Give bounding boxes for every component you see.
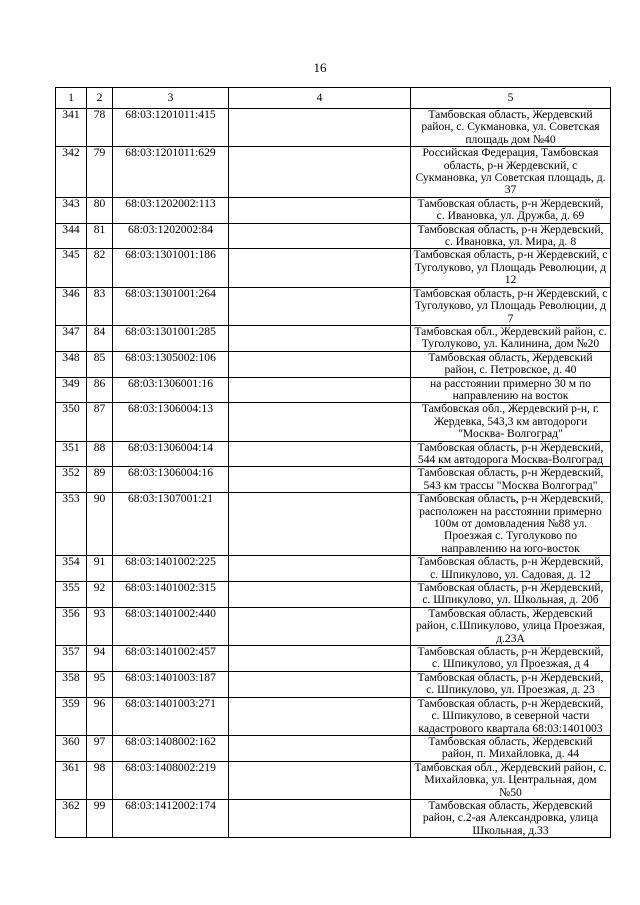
empty-cell [229, 799, 411, 837]
table-row [56, 325, 611, 351]
empty-cell [229, 377, 411, 403]
table-row [56, 249, 611, 287]
address-cell: Тамбовская обл., Жердевский р-н, г. Жердевка, 543,3 км автодороги "Москва- Волгоград" [411, 403, 611, 441]
row-number-cell: 341 [56, 109, 87, 147]
row-number-cell: 349 [56, 377, 87, 403]
empty-cell [229, 761, 411, 799]
row-sub-number-cell: 81 [87, 223, 113, 249]
cadastral-number-cell: 68:03:1301001:285 [113, 325, 229, 351]
row-number-cell: 353 [56, 493, 87, 556]
address-cell: Тамбовская область, Жердевский район, п. Михайловка, д. 44 [411, 735, 611, 761]
address-cell: Тамбовская область, р-н Жердевский, с. Шпикулово, ул. Садовая, д. 12 [411, 556, 611, 582]
row-sub-number-cell: 90 [87, 493, 113, 556]
row-number-cell: 362 [56, 799, 87, 837]
table-row [56, 799, 611, 837]
row-sub-number-cell: 99 [87, 799, 113, 837]
row-number-cell: 354 [56, 556, 87, 582]
address-cell: Тамбовская область, Жердевский район, с. Сукмановка, ул. Советская площадь дом №40 [411, 109, 611, 147]
row-number-cell: 361 [56, 761, 87, 799]
row-sub-number-cell: 92 [87, 582, 113, 608]
table-row [56, 441, 611, 467]
cadastral-number-cell: 68:03:1401003:187 [113, 671, 229, 697]
empty-cell [229, 109, 411, 147]
table-row [56, 467, 611, 493]
row-sub-number-cell: 85 [87, 351, 113, 377]
row-number-cell: 352 [56, 467, 87, 493]
row-number-cell: 343 [56, 197, 87, 223]
row-sub-number-cell: 98 [87, 761, 113, 799]
empty-cell [229, 556, 411, 582]
row-number-cell: 342 [56, 147, 87, 198]
address-cell: Тамбовская область, Жердевский район, с.Шпикулово, улица Проезжая, д.23А [411, 607, 611, 645]
empty-cell [229, 646, 411, 672]
row-sub-number-cell: 84 [87, 325, 113, 351]
table-row [56, 351, 611, 377]
table-row [56, 697, 611, 735]
cadastral-number-cell: 68:03:1202002:84 [113, 223, 229, 249]
address-cell: Тамбовская обл., Жердевский район, с. Туголуково, ул. Калинина, дом №20 [411, 325, 611, 351]
empty-cell [229, 467, 411, 493]
empty-cell [229, 493, 411, 556]
header-col-4: 4 [229, 88, 411, 109]
table-row [56, 607, 611, 645]
row-number-cell: 350 [56, 403, 87, 441]
address-cell: Тамбовская область, р-н Жердевский, с. Шпикулово, ул Проезжая, д 4 [411, 646, 611, 672]
empty-cell [229, 403, 411, 441]
row-sub-number-cell: 80 [87, 197, 113, 223]
address-cell: Тамбовская область, р-н Жердевский, 544 км автодорога Москва-Волгоград [411, 441, 611, 467]
row-number-cell: 357 [56, 646, 87, 672]
table-row [56, 735, 611, 761]
empty-cell [229, 147, 411, 198]
table-row [56, 147, 611, 198]
row-sub-number-cell: 93 [87, 607, 113, 645]
row-sub-number-cell: 89 [87, 467, 113, 493]
cadastral-number-cell: 68:03:1401003:271 [113, 697, 229, 735]
row-sub-number-cell: 91 [87, 556, 113, 582]
address-cell: Тамбовская область, Жердевский район, с.2-ая Александровка, улица Школьная, д.33 [411, 799, 611, 837]
address-cell: Тамбовская область, р-н Жердевский, с. Шпикулово, в северной части кадастрового квартала 68:03:1401003 [411, 697, 611, 735]
row-sub-number-cell: 94 [87, 646, 113, 672]
cadastral-number-cell: 68:03:1306004:16 [113, 467, 229, 493]
table-row [56, 671, 611, 697]
cadastral-number-cell: 68:03:1408002:162 [113, 735, 229, 761]
row-number-cell: 346 [56, 287, 87, 325]
address-cell: Тамбовская область, р-н Жердевский, с Туголуково, ул Площадь Революции, д 7 [411, 287, 611, 325]
row-sub-number-cell: 78 [87, 109, 113, 147]
row-number-cell: 359 [56, 697, 87, 735]
address-cell: Тамбовская область, Жердевский район, с. Петровское, д. 40 [411, 351, 611, 377]
row-number-cell: 351 [56, 441, 87, 467]
cadastral-number-cell: 68:03:1201011:629 [113, 147, 229, 198]
header-col-2: 2 [87, 88, 113, 109]
address-cell: Тамбовская область, р-н Жердевский, 543 км трассы "Москва Волгоград" [411, 467, 611, 493]
empty-cell [229, 351, 411, 377]
cadastral-number-cell: 68:03:1412002:174 [113, 799, 229, 837]
cadastral-number-cell: 68:03:1301001:186 [113, 249, 229, 287]
cadastral-number-cell: 68:03:1401002:440 [113, 607, 229, 645]
empty-cell [229, 441, 411, 467]
empty-cell [229, 671, 411, 697]
address-cell: Тамбовская область, р-н Жердевский, с. Ивановка, ул. Дружба, д. 69 [411, 197, 611, 223]
empty-cell [229, 197, 411, 223]
cadastral-number-cell: 68:03:1305002:106 [113, 351, 229, 377]
row-sub-number-cell: 88 [87, 441, 113, 467]
address-cell: Тамбовская область, р-н Жердевский, с. Шпикулово, ул. Проезжая, д. 23 [411, 671, 611, 697]
address-cell: Тамбовская обл., Жердевский район, с. Михайловка, ул. Центральная, дом №50 [411, 761, 611, 799]
row-sub-number-cell: 87 [87, 403, 113, 441]
table-row [56, 556, 611, 582]
address-cell: Тамбовская область, р-н Жердевский, расположен на расстоянии примерно 100м от домовладения №88 ул. Проезжая с. Туголуково по направлению на юго-восток [411, 493, 611, 556]
cadastral-number-cell: 68:03:1306004:14 [113, 441, 229, 467]
table-row [56, 197, 611, 223]
cadastral-number-cell: 68:03:1201011:415 [113, 109, 229, 147]
table-row [56, 646, 611, 672]
table-body [56, 109, 611, 838]
row-sub-number-cell: 79 [87, 147, 113, 198]
empty-cell [229, 223, 411, 249]
row-sub-number-cell: 96 [87, 697, 113, 735]
row-sub-number-cell: 83 [87, 287, 113, 325]
row-number-cell: 345 [56, 249, 87, 287]
cadastral-number-cell: 68:03:1401002:315 [113, 582, 229, 608]
empty-cell [229, 287, 411, 325]
row-number-cell: 356 [56, 607, 87, 645]
row-number-cell: 355 [56, 582, 87, 608]
cadastral-number-cell: 68:03:1307001:21 [113, 493, 229, 556]
empty-cell [229, 325, 411, 351]
empty-cell [229, 249, 411, 287]
cadastral-number-cell: 68:03:1306004:13 [113, 403, 229, 441]
header-col-5: 5 [411, 88, 611, 109]
row-sub-number-cell: 97 [87, 735, 113, 761]
row-number-cell: 360 [56, 735, 87, 761]
cadastral-number-cell: 68:03:1401002:457 [113, 646, 229, 672]
address-cell: Тамбовская область, р-н Жердевский, с. Ивановка, ул. Мира, д. 8 [411, 223, 611, 249]
empty-cell [229, 582, 411, 608]
table-row [56, 493, 611, 556]
cadastral-number-cell: 68:03:1306001:16 [113, 377, 229, 403]
table-row [56, 109, 611, 147]
row-sub-number-cell: 82 [87, 249, 113, 287]
cadastral-number-cell: 68:03:1301001:264 [113, 287, 229, 325]
cadastral-number-cell: 68:03:1408002:219 [113, 761, 229, 799]
row-number-cell: 344 [56, 223, 87, 249]
table-header-row [56, 88, 611, 109]
row-sub-number-cell: 86 [87, 377, 113, 403]
cadastral-number-cell: 68:03:1401002:225 [113, 556, 229, 582]
page-number: 16 [313, 60, 327, 75]
header-col-3: 3 [113, 88, 229, 109]
property-registry-table [55, 87, 611, 838]
header-col-1: 1 [56, 88, 87, 109]
address-cell: на расстоянии примерно 30 м по направлению на восток [411, 377, 611, 403]
table-row [56, 761, 611, 799]
table-row [56, 223, 611, 249]
table-row [56, 287, 611, 325]
row-number-cell: 347 [56, 325, 87, 351]
cadastral-number-cell: 68:03:1202002:113 [113, 197, 229, 223]
table-row [56, 582, 611, 608]
table-row [56, 377, 611, 403]
address-cell: Тамбовская область, р-н Жердевский, с Туголуково, ул Площадь Революции, д 12 [411, 249, 611, 287]
empty-cell [229, 735, 411, 761]
empty-cell [229, 697, 411, 735]
empty-cell [229, 607, 411, 645]
row-number-cell: 358 [56, 671, 87, 697]
row-number-cell: 348 [56, 351, 87, 377]
table-row [56, 403, 611, 441]
address-cell: Тамбовская область, р-н Жердевский, с. Шпикулово, ул. Школьная, д. 20б [411, 582, 611, 608]
address-cell: Российская Федерация, Тамбовская область, р-н Жердевский, с Сукмановка, ул Советская площадь, д. 37 [411, 147, 611, 198]
row-sub-number-cell: 95 [87, 671, 113, 697]
